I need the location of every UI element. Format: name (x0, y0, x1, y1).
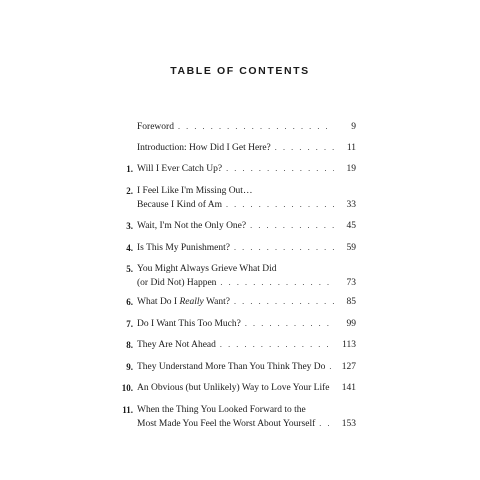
toc-entry-line (110, 219, 356, 233)
page-number: 153 (341, 419, 356, 429)
entry-title: (or Did Not) Happen (137, 278, 217, 288)
page-number: 73 (346, 278, 356, 288)
entry-title: An Obvious (but Unlikely) Way to Love Your Life (137, 383, 330, 393)
toc-entry-line (110, 262, 356, 276)
toc-entry-line (110, 417, 356, 431)
dot-leader (226, 198, 334, 212)
toc-entry (110, 295, 356, 309)
page-number: 99 (346, 319, 356, 329)
toc-entry-line (110, 403, 356, 417)
toc-entry-line (110, 184, 356, 198)
dot-leader (329, 360, 334, 374)
toc-entry (110, 381, 356, 395)
page-number: 45 (346, 221, 356, 231)
toc-entry-line (110, 198, 356, 212)
toc-entry-line (110, 241, 356, 255)
chapter-number: 2. (126, 186, 133, 196)
dot-leader (220, 276, 334, 290)
toc-entry (110, 120, 356, 134)
chapter-number: 3. (126, 221, 133, 231)
dot-leader (178, 120, 334, 134)
toc-entry (110, 262, 356, 290)
dot-leader (226, 162, 334, 176)
chapter-number: 6. (126, 297, 133, 307)
chapter-number: 1. (126, 164, 133, 174)
entry-title: What Do I Really Want? (137, 297, 230, 307)
toc-entry (110, 219, 356, 233)
toc-entry-line (110, 381, 356, 395)
chapter-number: 9. (126, 362, 133, 372)
entry-title: I Feel Like I'm Missing Out… (137, 186, 253, 196)
chapter-number: 5. (126, 264, 133, 274)
toc-entry-line (110, 141, 356, 155)
chapter-number: 4. (126, 243, 133, 253)
toc-entry-line (110, 276, 356, 290)
toc-entry-line (110, 162, 356, 176)
page-number: 9 (351, 122, 356, 132)
dot-leader (319, 417, 334, 431)
entry-title: They Are Not Ahead (137, 340, 216, 350)
page-number: 85 (346, 297, 356, 307)
dot-leader (250, 219, 334, 233)
toc-entry-line (110, 338, 356, 352)
toc-entry (110, 403, 356, 431)
entry-title: When the Thing You Looked Forward to the (137, 405, 306, 415)
dot-leader (245, 317, 334, 331)
toc-entry (110, 141, 356, 155)
entry-title: Foreword (137, 122, 174, 132)
page-number: 141 (341, 383, 356, 393)
page-number: 127 (341, 362, 356, 372)
entry-title: Most Made You Feel the Worst About Yourself (137, 419, 316, 429)
page-number: 59 (346, 243, 356, 253)
heading: TABLE OF CONTENTS (170, 65, 310, 77)
toc-entry (110, 241, 356, 255)
entry-title: Introduction: How Did I Get Here? (137, 143, 271, 153)
toc-entry (110, 360, 356, 374)
toc-entry (110, 184, 356, 212)
entry-title: Because I Kind of Am (137, 200, 222, 210)
chapter-number: 11. (122, 405, 133, 415)
entry-title: Wait, I'm Not the Only One? (137, 221, 247, 231)
toc-entry-line (110, 317, 356, 331)
dot-leader (275, 141, 334, 155)
page-number: 113 (342, 340, 356, 350)
entry-title: You Might Always Grieve What Did (137, 264, 277, 274)
dot-leader (220, 338, 334, 352)
dot-leader (234, 295, 334, 309)
entry-title: Will I Ever Catch Up? (137, 164, 223, 174)
dot-leader (333, 381, 334, 395)
page-number: 33 (346, 200, 356, 210)
chapter-number: 7. (126, 319, 133, 329)
page-number: 11 (346, 143, 356, 153)
entry-title: Is This My Punishment? (137, 243, 230, 253)
page-number: 19 (346, 164, 356, 174)
toc-entry-line (110, 360, 356, 374)
entry-title: Do I Want This Too Much? (137, 319, 241, 329)
toc-entry (110, 162, 356, 176)
entry-title: They Understand More Than You Think They Do (137, 362, 326, 372)
chapter-number: 8. (126, 340, 133, 350)
toc-entry-line (110, 120, 356, 134)
toc-entry (110, 317, 356, 331)
toc-entry-line (110, 295, 356, 309)
toc-entry (110, 338, 356, 352)
chapter-number: 10. (121, 383, 133, 393)
dot-leader (234, 241, 334, 255)
